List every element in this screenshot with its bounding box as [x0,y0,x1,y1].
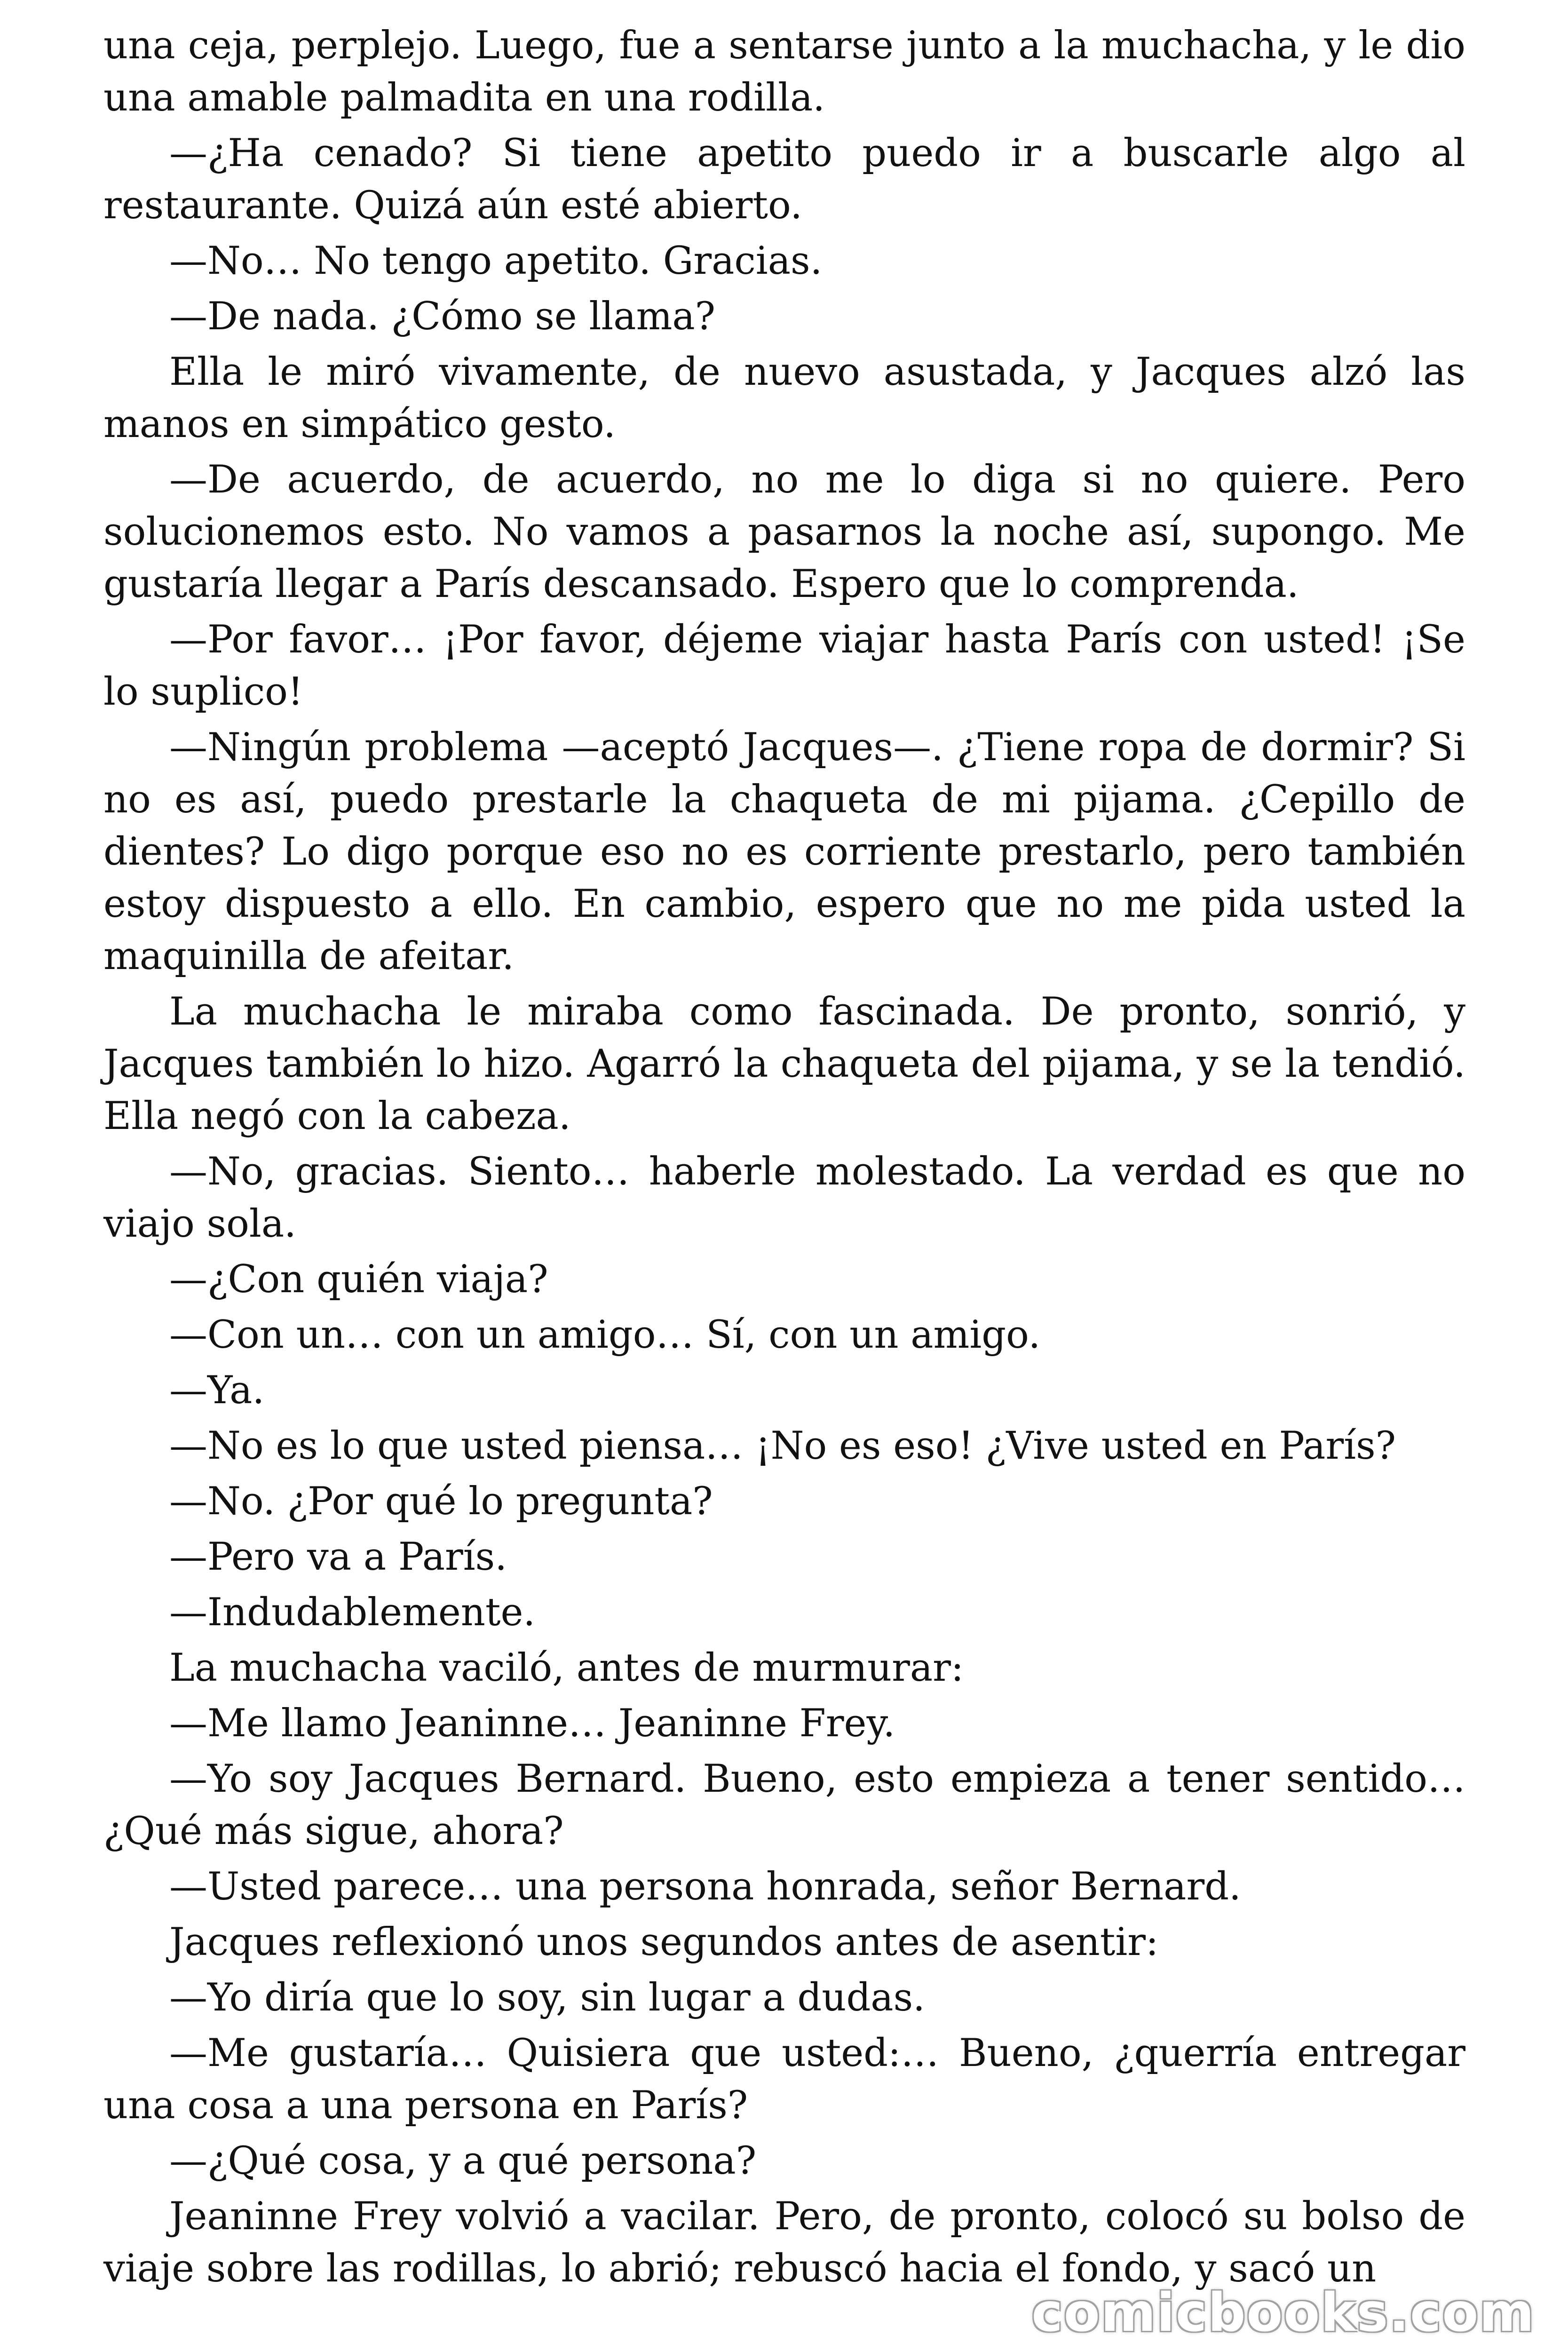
paragraph: Jeaninne Frey volvió a vacilar. Pero, de pronto, colocó su bolso de viaje sobre las rodillas, lo abrió; rebuscó hacia el fondo, y sacó un [103,2194,1465,2291]
paragraph: —De nada. ¿Cómo se llama? [169,294,716,339]
paragraph: Jacques reflexionó unos segundos antes de asentir: [169,1920,1159,1964]
paragraph: La muchacha vaciló, antes de murmurar: [169,1646,964,1690]
paragraph: —¿Qué cosa, y a qué persona? [169,2139,757,2183]
paragraph: —Usted parece… una persona honrada, señor Bernard. [169,1865,1241,1909]
paragraph: —No. ¿Por qué lo pregunta? [169,1479,713,1524]
paragraph: —Yo diría que lo soy, sin lugar a dudas. [169,1976,925,2020]
paragraph: —¿Ha cenado? Si tiene apetito puedo ir a buscarle algo al restaurante. Quizá aún esté abierto. [103,131,1465,228]
paragraph: —Ningún problema —aceptó Jacques—. ¿Tiene ropa de dormir? Si no es así, puedo prestarle la chaqueta de mi pijama. ¿Cepillo de dientes? Lo digo porque eso no es corriente prestarlo, pero también estoy dispuesto a ello. En cambio, espero que no me pida usted la maquinilla de afeitar. [103,725,1465,978]
paragraph: —Indudablemente. [169,1590,536,1635]
paragraph: Ella le miró vivamente, de nuevo asustada, y Jacques alzó las manos en simpático gesto. [103,350,1465,446]
paragraph: —¿Con quién viaja? [169,1257,548,1302]
paragraph: La muchacha le miraba como fascinada. De pronto, sonrió, y Jacques también lo hizo. Agarró la chaqueta del pijama, y se la tendió. Ella negó con la cabeza. [103,990,1465,1138]
paragraph: —Ya. [169,1368,265,1413]
paragraph: —Pero va a París. [169,1535,507,1579]
watermark-logo: comicbooks.com [1031,2282,1535,2344]
paragraph: —De acuerdo, de acuerdo, no me lo diga si no quiere. Pero solucionemos esto. No vamos a pasarnos la noche así, supongo. Me gustaría llegar a París descansado. Espero que lo comprenda. [103,458,1465,606]
book-page-text [103,20,1465,2298]
paragraph: —No… No tengo apetito. Gracias. [169,239,823,283]
paragraph: —Me llamo Jeaninne… Jeaninne Frey. [169,1701,895,1746]
paragraph: —Me gustaría… Quisiera que usted:… Bueno, ¿querría entregar una cosa a una persona en París? [103,2031,1465,2128]
paragraph: —Con un… con un amigo… Sí, con un amigo. [169,1313,1041,1357]
paragraph: —No, gracias. Siento… haberle molestado. La verdad es que no viajo sola. [103,1150,1465,1246]
paragraph: —Yo soy Jacques Bernard. Bueno, esto empieza a tener sentido… ¿Qué más sigue, ahora? [103,1757,1465,1853]
paragraph: —Por favor… ¡Por favor, déjeme viajar hasta París con usted! ¡Se lo suplico! [103,618,1465,714]
paragraph: —No es lo que usted piensa… ¡No es eso! ¿Vive usted en París? [169,1424,1396,1468]
paragraph: una ceja, perplejo. Luego, fue a sentarse junto a la muchacha, y le dio una amable palmadita en una rodilla. [103,24,1465,120]
